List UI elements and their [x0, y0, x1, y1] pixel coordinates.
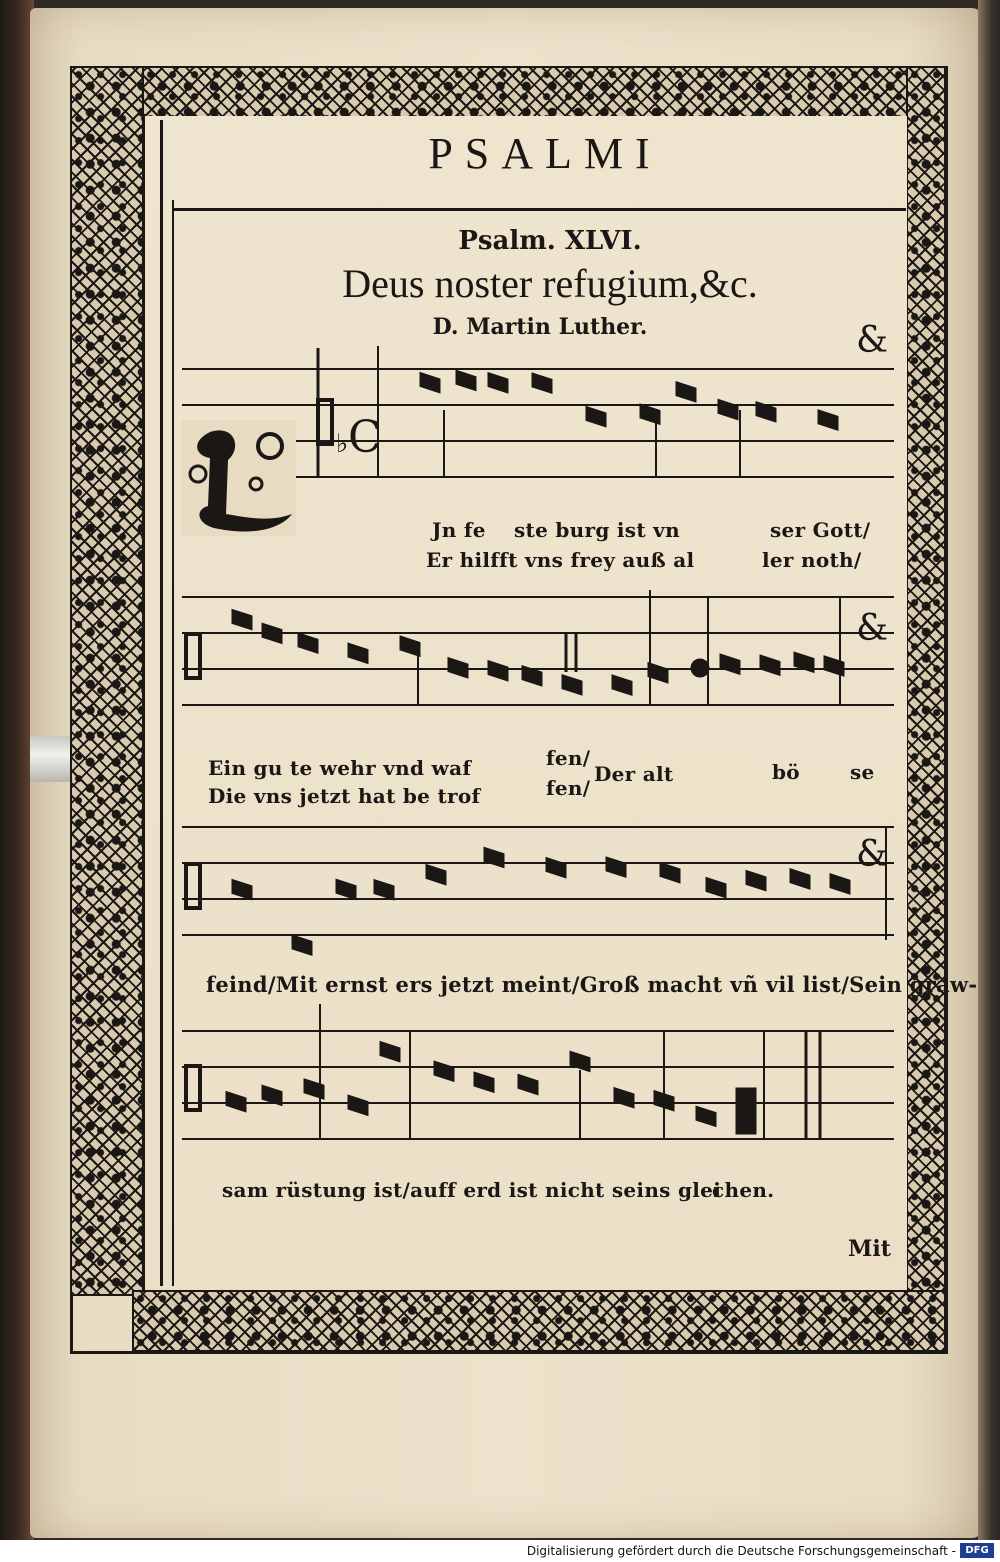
running-head: PSALMI: [428, 129, 662, 178]
svg-text:&: &: [856, 608, 889, 649]
lyric-system2-verse1-e: se: [850, 760, 875, 784]
dfg-logo: DFG: [960, 1543, 994, 1558]
lyric-system1-verse2-a: Er hilfft vns frey auß al: [426, 548, 695, 572]
lyric-system2-verse2-a: Die vns jetzt hat be trof: [208, 784, 481, 808]
psalm-number: Psalm. XLVI.: [458, 226, 642, 256]
lyric-system1-verse1-b: ste burg ist vn: [514, 518, 680, 542]
lyric-system4-a: sam rüstung ist/auff erd ist nicht seins glei: [222, 1178, 722, 1202]
lyric-system2-verse1-a: Ein gu te wehr vnd waf: [208, 756, 472, 780]
lyric-system1-verse1-a: Jn fe: [432, 518, 486, 542]
lyric-system2-verse1-b: fen/: [546, 746, 591, 770]
lyric-system2-verse1-c: Der alt: [594, 762, 674, 786]
lyric-system4-b: chen.: [712, 1178, 775, 1202]
catchword: Mit: [848, 1236, 891, 1262]
svg-text:&: &: [856, 834, 889, 875]
composer-attribution: D. Martin Luther.: [432, 314, 648, 340]
decorated-initial-letter: [180, 418, 298, 538]
lyric-system1-verse2-b: ler noth/: [762, 548, 862, 572]
lyric-system3: feind/Mit ernst ers jetzt meint/Groß macht vñ vil list/Sein graw-: [206, 972, 978, 997]
psalm-title: Deus noster refugium,&c.: [342, 261, 758, 306]
lyric-system2-verse1-d: bö: [772, 760, 800, 784]
svg-text:♭: ♭: [336, 429, 349, 459]
svg-text:C: C: [348, 412, 382, 463]
lyric-system1-verse1-c: ser Gott/: [770, 518, 871, 542]
svg-text:&: &: [856, 320, 889, 361]
lyric-system2-verse2-b: fen/: [546, 776, 591, 800]
footer-credit: Digitalisierung gefördert durch die Deutsche Forschungsgemeinschaft -: [526, 1544, 956, 1558]
